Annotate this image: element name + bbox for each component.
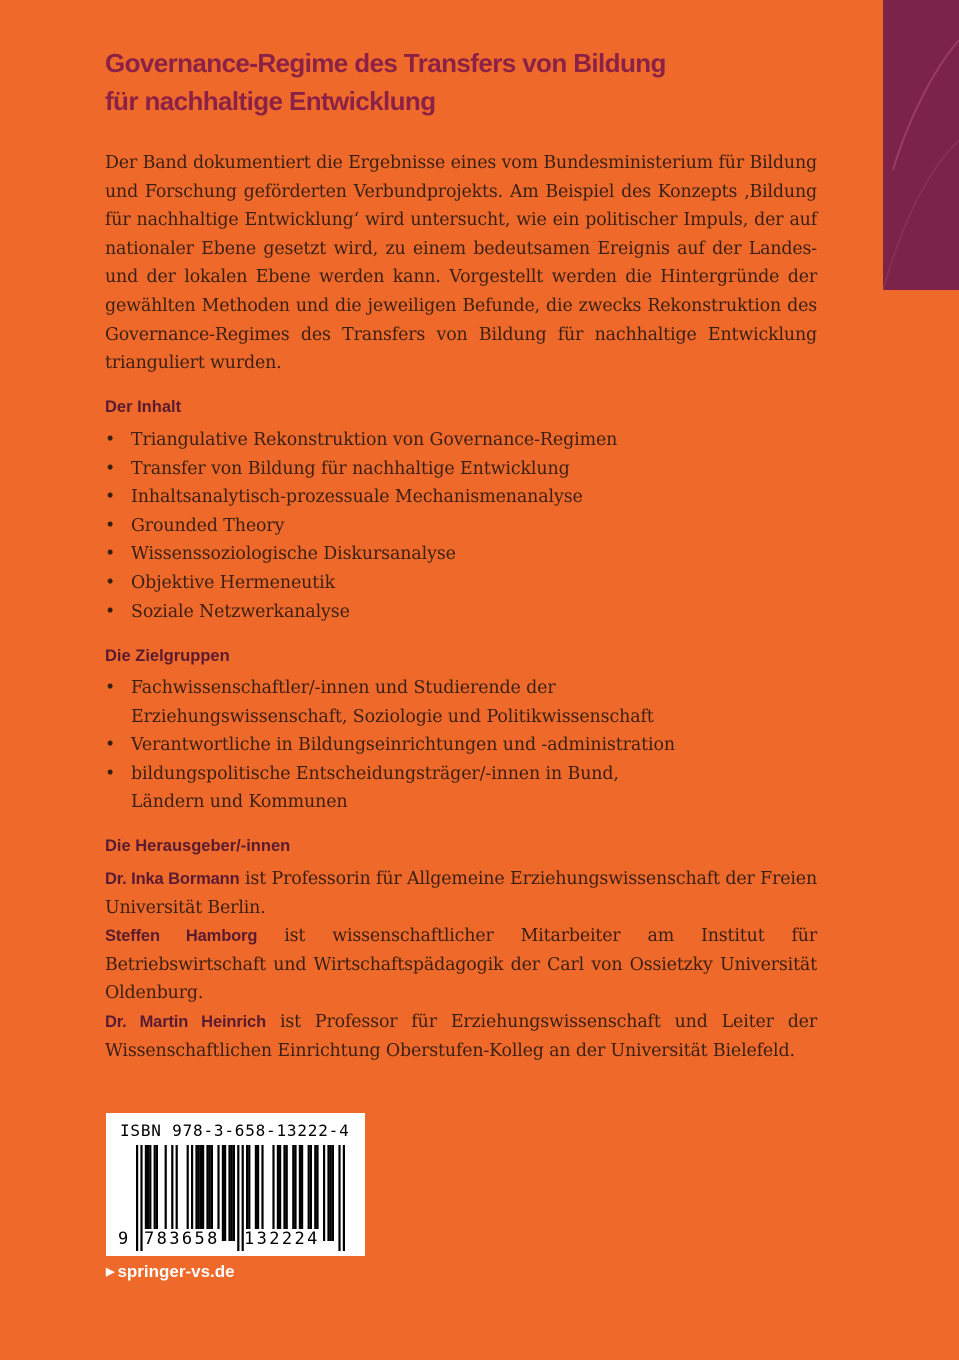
barcode-bar bbox=[314, 1145, 316, 1241]
list-item: • Objektive Hermeneutik bbox=[105, 569, 817, 598]
list-item: • Soziale Netzwerkanalyse bbox=[105, 598, 817, 627]
barcode-bar bbox=[246, 1145, 248, 1241]
editor-entry bbox=[105, 865, 817, 922]
barcode-bar bbox=[257, 1145, 259, 1241]
barcode-bar bbox=[233, 1145, 235, 1241]
barcode-bar bbox=[255, 1145, 257, 1241]
barcode-bar bbox=[310, 1145, 312, 1241]
barcode-bar bbox=[147, 1145, 149, 1241]
barcode-bar bbox=[165, 1145, 167, 1241]
barcode-bar bbox=[198, 1145, 200, 1241]
ean-right-group: 132224 bbox=[244, 1229, 320, 1249]
list-item: • Grounded Theory bbox=[105, 512, 817, 541]
barcode-bar bbox=[343, 1145, 345, 1251]
editors-block bbox=[105, 865, 817, 1065]
ean-first-digit: 9 bbox=[118, 1229, 129, 1249]
ean-left-group: 783658 bbox=[144, 1229, 220, 1249]
barcode-bar bbox=[140, 1145, 142, 1251]
barcode-bar bbox=[206, 1145, 208, 1241]
barcode-bar bbox=[209, 1145, 211, 1241]
swoosh-decoration bbox=[883, 0, 959, 290]
barcode-bar bbox=[261, 1145, 263, 1241]
website-link[interactable] bbox=[106, 1262, 235, 1282]
bullet-icon: • bbox=[105, 601, 116, 622]
isbn-barcode bbox=[106, 1113, 365, 1256]
barcode-bar bbox=[279, 1145, 281, 1241]
bullet-icon: • bbox=[105, 544, 116, 565]
list-item: • Fachwissenschaftler/-innen und Studierende der Erziehungswissenschaft, Soziologie und Politikwissenschaft bbox=[105, 674, 745, 731]
barcode-bar bbox=[228, 1145, 230, 1241]
barcode-bar bbox=[299, 1145, 301, 1241]
barcode-bar bbox=[237, 1145, 239, 1251]
barcode-bar bbox=[195, 1145, 197, 1241]
barcode-bar bbox=[136, 1145, 138, 1251]
barcode-bar bbox=[248, 1145, 250, 1241]
barcode-bar bbox=[211, 1145, 213, 1241]
arrow-icon: ▶ bbox=[106, 1266, 115, 1278]
bullet-icon: • bbox=[105, 430, 116, 450]
section-heading-herausgeber: Die Herausgeber/-innen bbox=[105, 837, 291, 855]
book-title bbox=[105, 44, 745, 120]
bullet-icon: • bbox=[105, 678, 116, 698]
list-item: • Wissenssoziologische Diskursanalyse bbox=[105, 540, 817, 569]
title-line-2: für nachhaltige Entwicklung bbox=[105, 86, 436, 116]
barcode-bar bbox=[323, 1145, 325, 1241]
barcode-bar bbox=[277, 1145, 279, 1241]
barcode-bar bbox=[156, 1145, 158, 1241]
barcode-bar bbox=[332, 1145, 334, 1241]
list-item: • Verantwortliche in Bildungseinrichtungen und -administration bbox=[105, 731, 745, 760]
editor-name: Dr. Inka Bormann bbox=[105, 870, 240, 888]
corner-band bbox=[883, 0, 959, 290]
list-item: • bildungspolitische Entscheidungsträger/-innen in Bund, Ländern und Kommunen bbox=[105, 760, 671, 817]
barcode-bar bbox=[294, 1145, 296, 1241]
barcode-bar bbox=[327, 1145, 329, 1241]
bullet-icon: • bbox=[105, 515, 116, 536]
barcode-bar bbox=[316, 1145, 318, 1241]
barcode-bar bbox=[217, 1145, 219, 1241]
editor-name: Dr. Martin Heinrich bbox=[105, 1012, 266, 1031]
list-item: • Triangulative Rekonstruktion von Governance-Regimen bbox=[105, 426, 817, 455]
bullet-icon: • bbox=[105, 735, 116, 756]
inhalt-list bbox=[105, 426, 817, 626]
editor-name: Steffen Hamborg bbox=[105, 927, 258, 946]
barcode-bar bbox=[202, 1145, 204, 1241]
isbn-label: ISBN 978-3-658-13222-4 bbox=[120, 1121, 350, 1140]
barcode-bar bbox=[200, 1145, 202, 1241]
bullet-icon: • bbox=[105, 763, 116, 784]
barcode-bar bbox=[286, 1145, 288, 1241]
barcode-bar bbox=[222, 1145, 224, 1241]
barcode-bar bbox=[338, 1145, 340, 1251]
editor-entry bbox=[105, 1008, 817, 1065]
list-item: • Inhaltsanalytisch-prozessuale Mechanismenanalyse bbox=[105, 483, 817, 512]
barcode-bar bbox=[224, 1145, 226, 1241]
bullet-icon: • bbox=[105, 458, 116, 479]
barcode-bar bbox=[272, 1145, 274, 1241]
website-url: springer-vs.de bbox=[117, 1262, 235, 1281]
editor-bio: ist Professorin für Allgemeine Erziehungswissenschaft der Freien Universität Berlin. bbox=[105, 869, 817, 918]
barcode-bar bbox=[191, 1145, 193, 1241]
barcode-bar bbox=[187, 1145, 189, 1241]
editor-bio: ist wissenschaftlicher Mitarbeiter am Institut für Betriebswirtschaft und Wirtschaftspädagogik der Carl von Ossietzky Universität Oldenburg. bbox=[105, 926, 817, 1004]
barcode-bar bbox=[145, 1145, 147, 1241]
section-heading-inhalt: Der Inhalt bbox=[105, 398, 182, 416]
barcode-bar bbox=[308, 1145, 310, 1241]
barcode-bar bbox=[154, 1145, 156, 1241]
barcode-bar bbox=[292, 1145, 294, 1241]
barcode-bar bbox=[171, 1145, 173, 1241]
intro-paragraph: Der Band dokumentiert die Ergebnisse eines vom Bundesministerium für Bildung und Forschung geförderten Verbundprojekts. Am Beispiel des Konzepts ‚Bildung für nachhaltige Entwicklung‘ wird untersucht, wie ein politischer Impuls, der auf nationaler Ebene gesetzt wird, zu einem bedeutsamen Ereignis auf der Landes- und der lokalen Ebene werden kann. Vorgestellt werden die Hintergründe der gewählten Methoden und die jeweiligen Befunde, die zwecks Rekonstruktion des Governance-Regimes des Transfers von Bildung für nachhaltige Entwicklung trianguliert wurden. bbox=[105, 153, 817, 374]
zielgruppen-list bbox=[105, 674, 745, 817]
barcode-bar bbox=[283, 1145, 285, 1241]
bullet-icon: • bbox=[105, 487, 116, 508]
bullet-icon: • bbox=[105, 572, 116, 593]
title-line-1: Governance-Regime des Transfers von Bildung bbox=[105, 48, 666, 78]
barcode-bar bbox=[149, 1145, 151, 1241]
section-heading-zielgruppen: Die Zielgruppen bbox=[105, 647, 230, 665]
barcode-bar bbox=[301, 1145, 303, 1241]
barcode-bar bbox=[330, 1145, 332, 1241]
list-item: • Transfer von Bildung für nachhaltige Entwicklung bbox=[105, 455, 817, 484]
barcode-bar bbox=[176, 1145, 178, 1241]
editor-bio: ist Professor für Erziehungswissenschaft und Leiter der Wissenschaftlichen Einrichtung Oberstufen-Kolleg an der Universität Bielefeld. bbox=[105, 1011, 817, 1061]
barcode-bar bbox=[231, 1145, 233, 1241]
editor-entry bbox=[105, 922, 817, 1008]
